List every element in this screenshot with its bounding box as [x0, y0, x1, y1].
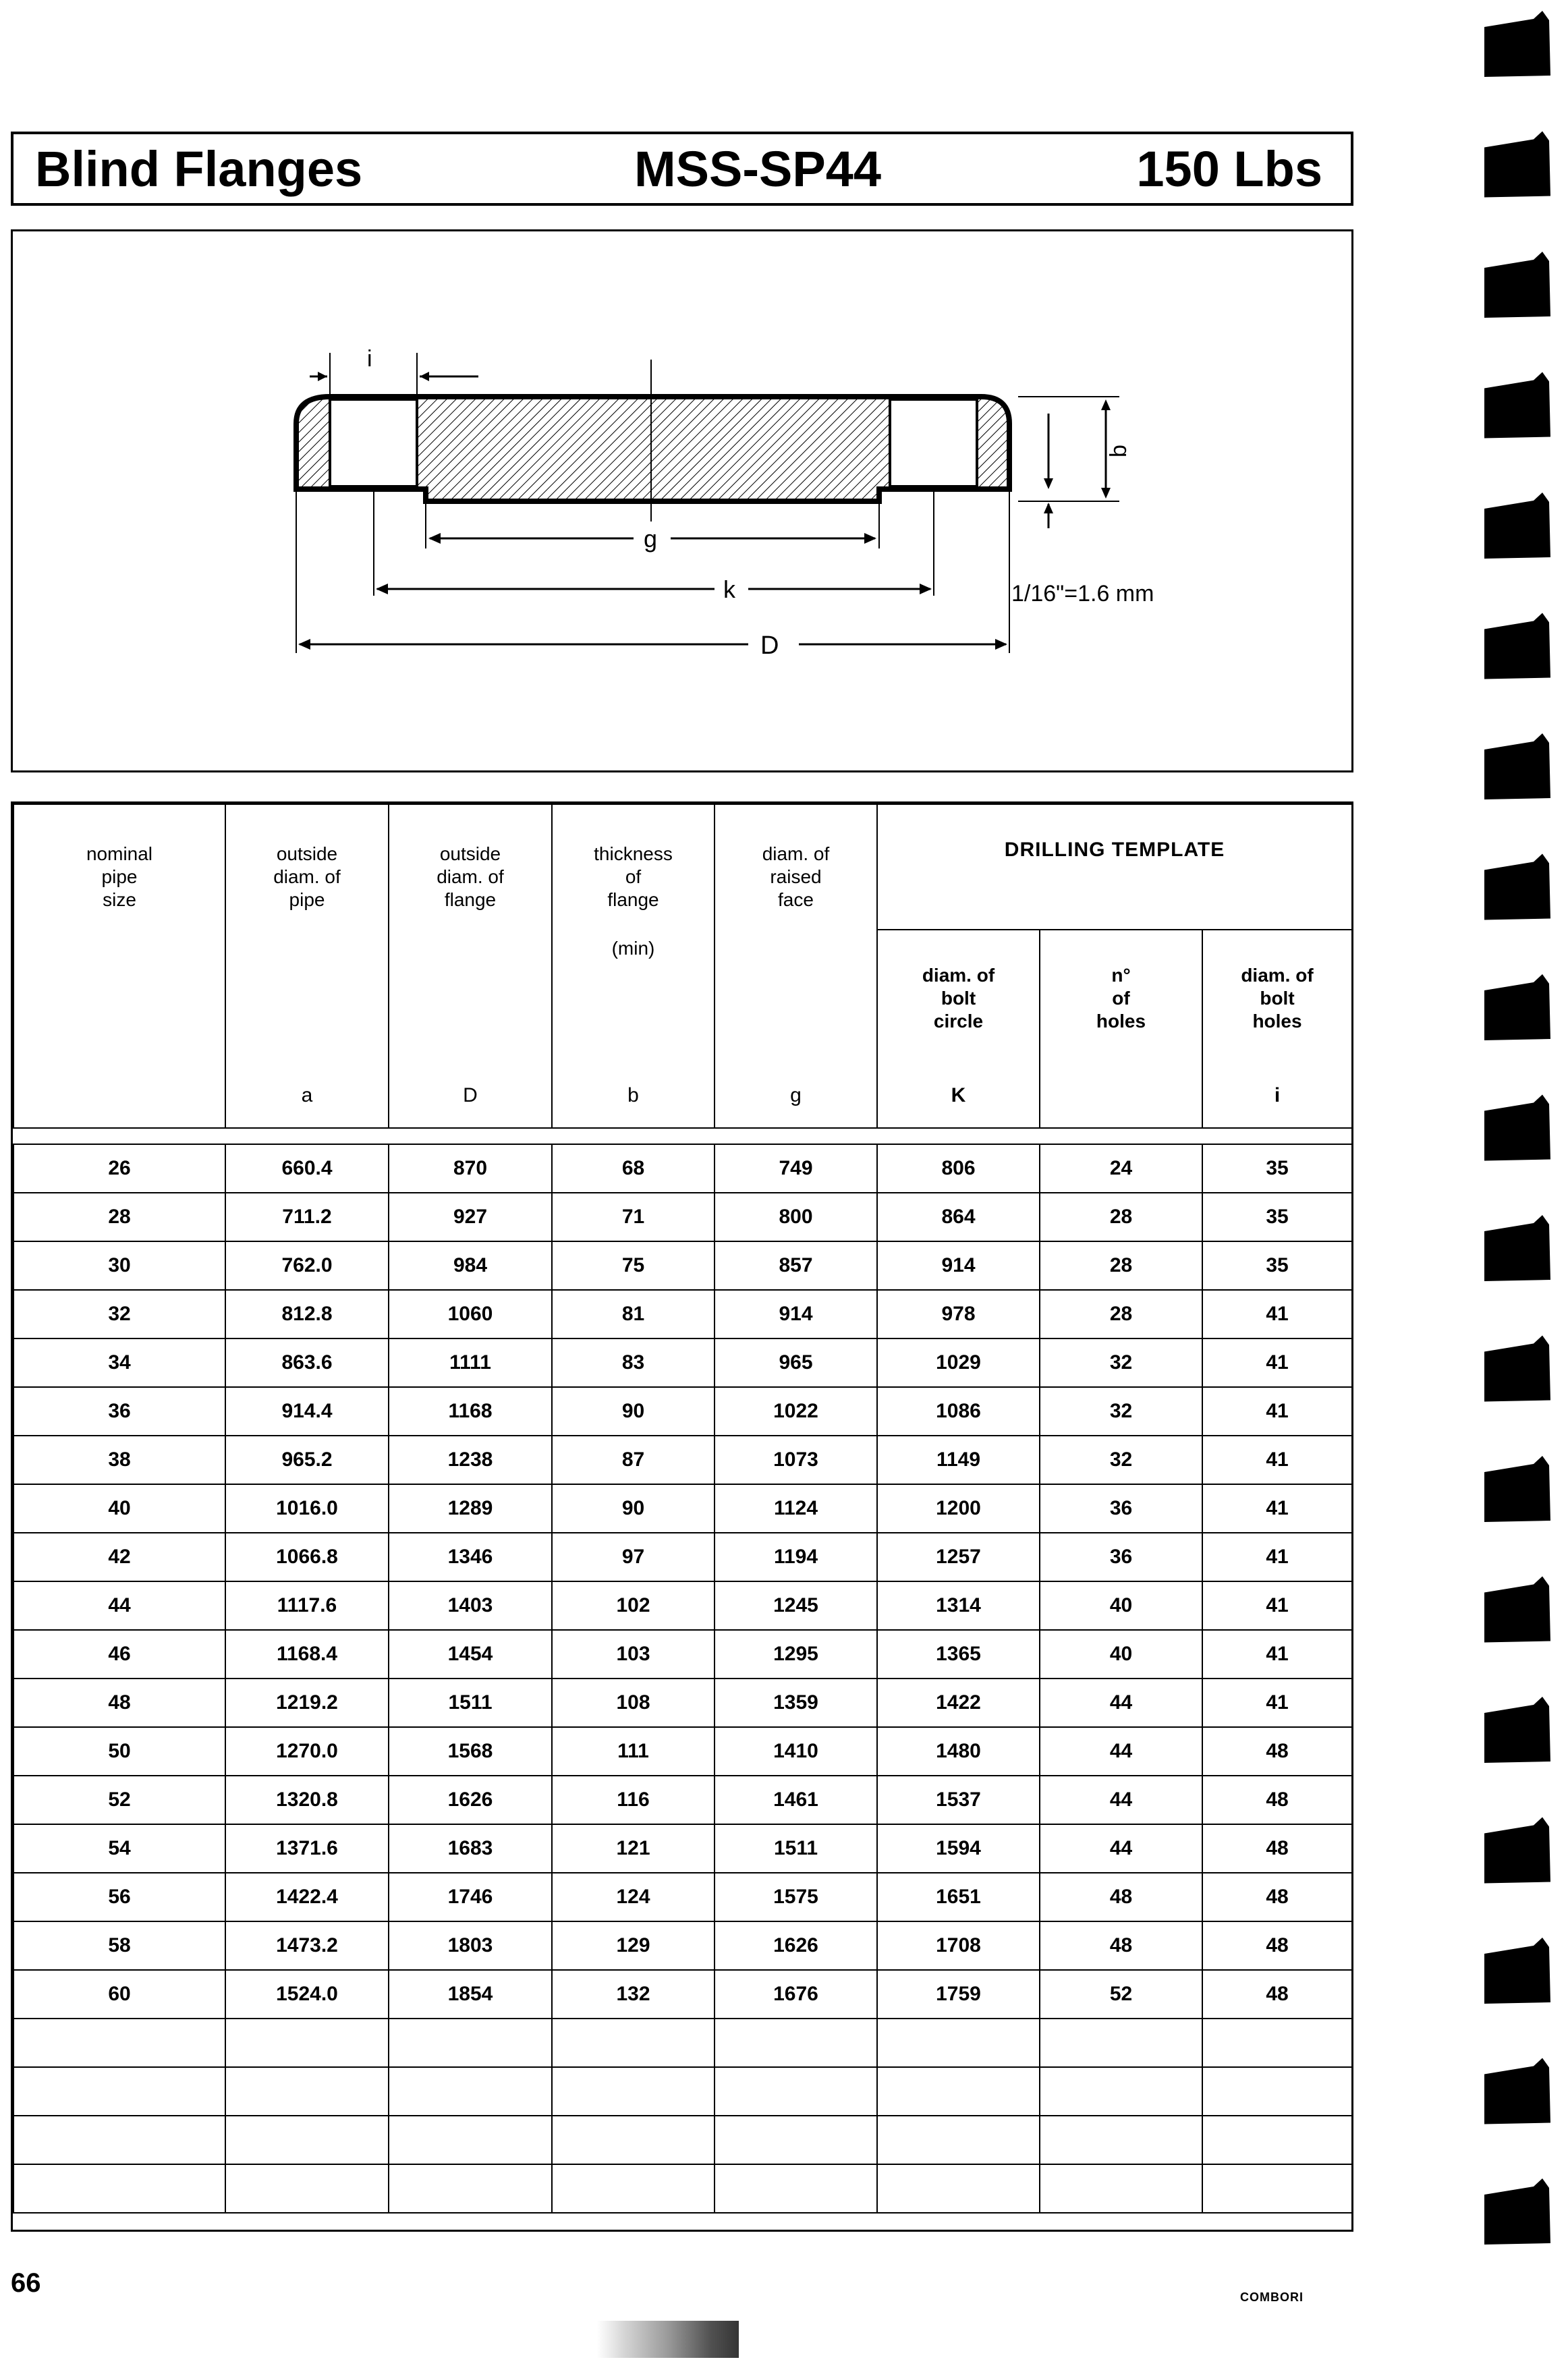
table-cell: 1016.0 [225, 1484, 389, 1533]
table-cell: 41 [1202, 1484, 1352, 1533]
blank-cell [877, 2067, 1040, 2116]
table-cell: 41 [1202, 1533, 1352, 1581]
table-cell: 1219.2 [225, 1679, 389, 1727]
table-cell: 1314 [877, 1581, 1040, 1630]
col-header-flange-od [389, 804, 552, 1128]
table-cell: 34 [13, 1338, 225, 1387]
table-cell: 81 [552, 1290, 715, 1338]
table-cell: 1422 [877, 1679, 1040, 1727]
page-title: Blind Flanges [35, 141, 363, 197]
header-symbol: K [951, 1084, 966, 1106]
dim-label-b: b [1106, 445, 1131, 457]
binding-hole [1484, 1336, 1550, 1402]
table-cell: 48 [1202, 1776, 1352, 1824]
table-cell: 60 [13, 1970, 225, 2019]
table-cell: 28 [1040, 1193, 1202, 1241]
table-cell: 90 [552, 1387, 715, 1436]
table-cell: 28 [1040, 1241, 1202, 1290]
table-cell: 121 [552, 1824, 715, 1873]
table-cell: 48 [1202, 1970, 1352, 2019]
table-cell: 1626 [389, 1776, 552, 1824]
table-cell: 32 [1040, 1436, 1202, 1484]
table-cell: 36 [1040, 1484, 1202, 1533]
table-cell: 1320.8 [225, 1776, 389, 1824]
table-cell: 1403 [389, 1581, 552, 1630]
blank-cell [1040, 2116, 1202, 2164]
table-cell: 35 [1202, 1144, 1352, 1193]
table-row [13, 1484, 1352, 1533]
table-cell: 1149 [877, 1436, 1040, 1484]
table-cell: 1022 [715, 1387, 877, 1436]
table-row [13, 1241, 1352, 1290]
table-cell: 52 [13, 1776, 225, 1824]
col-header-thickness [552, 804, 715, 1128]
blank-cell [1202, 2019, 1352, 2067]
table-cell: 711.2 [225, 1193, 389, 1241]
table-row [13, 1970, 1352, 2019]
table-cell: 1060 [389, 1290, 552, 1338]
table-cell: 28 [13, 1193, 225, 1241]
table-row [13, 1436, 1352, 1484]
table-cell: 41 [1202, 1581, 1352, 1630]
col-header-pipe-od [225, 804, 389, 1128]
table-cell: 1568 [389, 1727, 552, 1776]
table-cell: 35 [1202, 1193, 1352, 1241]
table-cell: 1365 [877, 1630, 1040, 1679]
blank-cell [225, 2164, 389, 2213]
blank-cell [1202, 2116, 1352, 2164]
header-label: diam. of raised face [762, 843, 830, 910]
table-cell: 75 [552, 1241, 715, 1290]
table-cell: 44 [1040, 1776, 1202, 1824]
header-label: nominal pipe size [86, 843, 153, 910]
blank-cell [13, 2067, 225, 2116]
table-cell: 1086 [877, 1387, 1040, 1436]
table-cell: 1257 [877, 1533, 1040, 1581]
table-cell: 38 [13, 1436, 225, 1484]
dim-label-k: k [723, 575, 735, 603]
table-cell: 1270.0 [225, 1727, 389, 1776]
blank-cell [552, 2019, 715, 2067]
spec-table-frame [11, 801, 1353, 2232]
blank-cell [13, 2116, 225, 2164]
table-cell: 1289 [389, 1484, 552, 1533]
table-cell: 28 [1040, 1290, 1202, 1338]
blank-row [13, 2164, 1352, 2213]
table-cell: 914 [715, 1290, 877, 1338]
blank-row [13, 2067, 1352, 2116]
table-cell: 97 [552, 1533, 715, 1581]
table-cell: 806 [877, 1144, 1040, 1193]
blank-cell [389, 2067, 552, 2116]
table-cell: 864 [877, 1193, 1040, 1241]
binding-hole [1484, 492, 1550, 559]
blank-row [13, 2116, 1352, 2164]
table-cell: 1461 [715, 1776, 877, 1824]
table-cell: 1575 [715, 1873, 877, 1921]
blank-cell [225, 2116, 389, 2164]
blank-cell [389, 2019, 552, 2067]
table-cell: 1295 [715, 1630, 877, 1679]
header-symbol: g [790, 1084, 802, 1106]
blank-cell [225, 2019, 389, 2067]
table-cell: 52 [1040, 1970, 1202, 2019]
table-row [13, 1921, 1352, 1970]
table-cell: 965.2 [225, 1436, 389, 1484]
table-cell: 30 [13, 1241, 225, 1290]
col-header-raised-face [715, 804, 877, 1128]
blank-cell [389, 2116, 552, 2164]
table-cell: 1200 [877, 1484, 1040, 1533]
table-cell: 48 [13, 1679, 225, 1727]
table-cell: 103 [552, 1630, 715, 1679]
table-cell: 41 [1202, 1290, 1352, 1338]
table-row [13, 1144, 1352, 1193]
table-row [13, 1630, 1352, 1679]
table-row [13, 1193, 1352, 1241]
table-cell: 1511 [389, 1679, 552, 1727]
table-cell: 965 [715, 1338, 877, 1387]
table-cell: 1410 [715, 1727, 877, 1776]
table-row [13, 1873, 1352, 1921]
table-cell: 1124 [715, 1484, 877, 1533]
table-cell: 32 [1040, 1338, 1202, 1387]
binding-hole [1484, 1697, 1550, 1763]
blank-cell [877, 2164, 1040, 2213]
table-cell: 87 [552, 1436, 715, 1484]
bolt-hole-right [890, 399, 977, 486]
table-cell: 1759 [877, 1970, 1040, 2019]
blank-row [13, 2019, 1352, 2067]
table-cell: 36 [13, 1387, 225, 1436]
table-cell: 71 [552, 1193, 715, 1241]
blank-cell [1040, 2164, 1202, 2213]
table-cell: 1511 [715, 1824, 877, 1873]
table-cell: 762.0 [225, 1241, 389, 1290]
binding-hole [1484, 854, 1550, 920]
table-cell: 32 [13, 1290, 225, 1338]
table-cell: 83 [552, 1338, 715, 1387]
table-cell: 41 [1202, 1387, 1352, 1436]
table-cell: 1473.2 [225, 1921, 389, 1970]
table-row [13, 1679, 1352, 1727]
table-cell: 660.4 [225, 1144, 389, 1193]
table-cell: 26 [13, 1144, 225, 1193]
table-cell: 111 [552, 1727, 715, 1776]
binding-hole [1484, 372, 1550, 439]
header-label: diam. of bolt circle [922, 965, 995, 1032]
table-row [13, 1581, 1352, 1630]
header-label: outside diam. of pipe [273, 843, 341, 910]
table-cell: 36 [1040, 1533, 1202, 1581]
table-cell: 40 [1040, 1581, 1202, 1630]
binding-hole [1484, 132, 1550, 198]
table-cell: 1422.4 [225, 1873, 389, 1921]
table-cell: 857 [715, 1241, 877, 1290]
scan-smudge [597, 2321, 739, 2358]
blank-cell [1202, 2164, 1352, 2213]
table-cell: 48 [1202, 1921, 1352, 1970]
table-cell: 41 [1202, 1679, 1352, 1727]
table-cell: 1073 [715, 1436, 877, 1484]
table-cell: 124 [552, 1873, 715, 1921]
col-header-bolt-circle [877, 930, 1040, 1128]
drilling-template-header: DRILLING TEMPLATE [877, 804, 1352, 930]
table-row [13, 1290, 1352, 1338]
header-symbol: a [301, 1084, 313, 1106]
table-row [13, 1338, 1352, 1387]
binding-hole [1484, 252, 1550, 318]
table-cell: 56 [13, 1873, 225, 1921]
blank-cell [877, 2019, 1040, 2067]
table-cell: 870 [389, 1144, 552, 1193]
blank-cell [877, 2116, 1040, 2164]
table-cell: 914 [877, 1241, 1040, 1290]
blank-cell [1202, 2067, 1352, 2116]
table-cell: 1683 [389, 1824, 552, 1873]
table-cell: 102 [552, 1581, 715, 1630]
binding-hole [1484, 1938, 1550, 2004]
binding-hole [1484, 733, 1550, 799]
flange-cross-section-drawing [13, 231, 1351, 770]
table-cell: 1066.8 [225, 1533, 389, 1581]
header-label: thickness of flange [594, 843, 673, 910]
table-cell: 129 [552, 1921, 715, 1970]
table-cell: 48 [1202, 1873, 1352, 1921]
table-cell: 1359 [715, 1679, 877, 1727]
table-row [13, 1727, 1352, 1776]
table-cell: 1454 [389, 1630, 552, 1679]
blank-cell [552, 2164, 715, 2213]
table-cell: 68 [552, 1144, 715, 1193]
table-cell: 46 [13, 1630, 225, 1679]
spec-table-body [13, 1144, 1352, 2213]
table-cell: 48 [1202, 1824, 1352, 1873]
table-cell: 1746 [389, 1873, 552, 1921]
blank-cell [552, 2067, 715, 2116]
table-cell: 1524.0 [225, 1970, 389, 2019]
blank-cell [715, 2019, 877, 2067]
table-cell: 1168 [389, 1387, 552, 1436]
dim-label-D: D [760, 631, 779, 660]
table-cell: 1168.4 [225, 1630, 389, 1679]
table-cell: 1238 [389, 1436, 552, 1484]
table-cell: 132 [552, 1970, 715, 2019]
col-header-nominal [13, 804, 225, 1128]
table-cell: 1537 [877, 1776, 1040, 1824]
table-cell: 1346 [389, 1533, 552, 1581]
table-cell: 1117.6 [225, 1581, 389, 1630]
binding-hole [1484, 613, 1550, 679]
table-cell: 42 [13, 1533, 225, 1581]
header-note: (min) [611, 938, 655, 959]
table-cell: 44 [1040, 1679, 1202, 1727]
bolt-hole-left [330, 399, 417, 486]
table-cell: 40 [13, 1484, 225, 1533]
table-cell: 41 [1202, 1436, 1352, 1484]
table-cell: 978 [877, 1290, 1040, 1338]
table-cell: 1708 [877, 1921, 1040, 1970]
table-cell: 90 [552, 1484, 715, 1533]
table-cell: 1029 [877, 1338, 1040, 1387]
table-cell: 41 [1202, 1338, 1352, 1387]
table-cell: 1245 [715, 1581, 877, 1630]
header-label: diam. of bolt holes [1241, 965, 1314, 1032]
blank-cell [389, 2164, 552, 2213]
binding-hole [1484, 1095, 1550, 1161]
table-row [13, 1824, 1352, 1873]
table-cell: 48 [1040, 1873, 1202, 1921]
table-cell: 35 [1202, 1241, 1352, 1290]
table-cell: 863.6 [225, 1338, 389, 1387]
table-cell: 812.8 [225, 1290, 389, 1338]
blank-cell [225, 2067, 389, 2116]
table-cell: 32 [1040, 1387, 1202, 1436]
table-cell: 108 [552, 1679, 715, 1727]
table-cell: 24 [1040, 1144, 1202, 1193]
dim-label-i: i [367, 346, 372, 372]
table-cell: 1480 [877, 1727, 1040, 1776]
binding-hole [1484, 1215, 1550, 1281]
header-label: outside diam. of flange [437, 843, 504, 910]
col-header-num-holes [1040, 930, 1202, 1128]
blank-cell [1040, 2019, 1202, 2067]
dim-label-g: g [644, 525, 658, 553]
title-bar [11, 132, 1353, 206]
table-cell: 58 [13, 1921, 225, 1970]
table-cell: 914.4 [225, 1387, 389, 1436]
header-symbol: D [463, 1084, 478, 1106]
table-cell: 54 [13, 1824, 225, 1873]
table-cell: 44 [13, 1581, 225, 1630]
table-cell: 1194 [715, 1533, 877, 1581]
raised-face-note: 1/16"=1.6 mm [1011, 581, 1154, 607]
header-symbol: i [1274, 1084, 1281, 1106]
table-cell: 40 [1040, 1630, 1202, 1679]
table-cell: 1371.6 [225, 1824, 389, 1873]
blank-cell [715, 2164, 877, 2213]
table-cell: 48 [1202, 1727, 1352, 1776]
table-cell: 749 [715, 1144, 877, 1193]
spec-table [13, 804, 1353, 2214]
col-header-bolt-holes [1202, 930, 1352, 1128]
table-row [13, 1533, 1352, 1581]
binding-hole [1484, 2058, 1550, 2124]
table-cell: 984 [389, 1241, 552, 1290]
blank-cell [715, 2067, 877, 2116]
table-cell: 116 [552, 1776, 715, 1824]
table-cell: 927 [389, 1193, 552, 1241]
table-cell: 1676 [715, 1970, 877, 2019]
blank-cell [1040, 2067, 1202, 2116]
table-cell: 1111 [389, 1338, 552, 1387]
table-row [13, 1776, 1352, 1824]
table-cell: 48 [1040, 1921, 1202, 1970]
table-cell: 44 [1040, 1824, 1202, 1873]
binding-hole [1484, 1817, 1550, 1884]
table-cell: 41 [1202, 1630, 1352, 1679]
table-cell: 50 [13, 1727, 225, 1776]
table-cell: 1803 [389, 1921, 552, 1970]
pressure-class-label: 150 Lbs [1136, 141, 1322, 197]
header-symbol: b [627, 1084, 639, 1106]
table-row [13, 1387, 1352, 1436]
table-cell: 1854 [389, 1970, 552, 2019]
blank-cell [552, 2116, 715, 2164]
table-cell: 44 [1040, 1727, 1202, 1776]
brand-logo: COMBORI [1240, 2290, 1304, 2304]
table-cell: 1651 [877, 1873, 1040, 1921]
flange-diagram [11, 229, 1353, 772]
blank-cell [715, 2116, 877, 2164]
blank-cell [13, 2164, 225, 2213]
binding-holes [1469, 0, 1568, 2368]
binding-hole [1484, 974, 1550, 1040]
page-number: 66 [11, 2268, 41, 2298]
standard-label: MSS-SP44 [634, 141, 882, 197]
table-cell: 1626 [715, 1921, 877, 1970]
binding-hole [1484, 1577, 1550, 1643]
binding-hole [1484, 11, 1550, 77]
table-cell: 800 [715, 1193, 877, 1241]
binding-hole [1484, 2178, 1550, 2245]
blank-cell [13, 2019, 225, 2067]
header-label: n° of holes [1096, 965, 1146, 1032]
binding-hole [1484, 1456, 1550, 1522]
table-cell: 1594 [877, 1824, 1040, 1873]
